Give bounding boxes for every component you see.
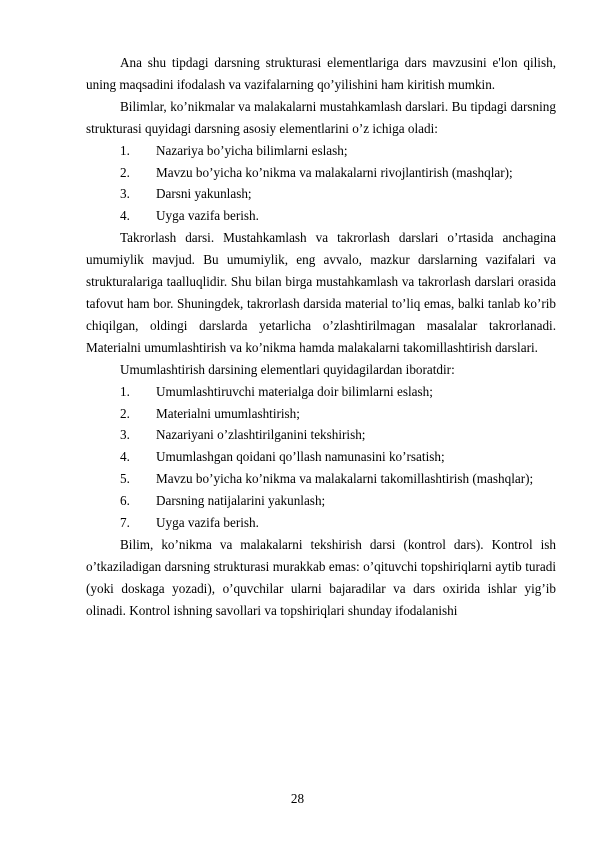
page-content: [86, 52, 556, 622]
list-item-text: Darsni yakunlash;: [156, 186, 252, 202]
list-item-number: 7.: [120, 515, 130, 531]
list-item-number: 2.: [120, 405, 130, 421]
list-item: [86, 140, 556, 162]
page-number: 28: [290, 791, 305, 806]
list-mustahkamlash-elements: [86, 140, 556, 228]
paragraph-takrorlash: Takrorlash darsi. Mustahkamlash va takrorlash darslari o’rtasida anchagina umumiylik mavjud. Bu umumiylik, eng avvalo, mazkur darslarning vazifalari va strukturalariga taalluqlidir. Shu bilan birga mustahkamlash va takrorlash darslari orasida tafovut ham bor. Shuningdek, takrorlash darsida material to’liq emas, balki tanlab ko’rib chiqilgan, oldingi darslarda yetarlicha o’zlashtirilmagan masalalar takrorlanadi. Materialni umumlashtirish va ko’nikma hamda malakalarni takomillashtirish darslari.: [86, 230, 556, 355]
list-item-number: 5.: [120, 471, 130, 487]
list-item-text: Umumlashtiruvchi materialga doir bilimlarni eslash;: [156, 383, 433, 399]
list-item-text: Umumlashgan qoidani qo’llash namunasini ko’rsatish;: [156, 449, 445, 465]
list-item: [86, 205, 556, 227]
list-item-number: 2.: [120, 164, 130, 180]
list-item: [86, 446, 556, 468]
list-item-text: Mavzu bo’yicha ko’nikma va malakalarni rivojlantirish (mashqlar);: [156, 164, 513, 180]
list-item-number: 3.: [120, 186, 130, 202]
paragraph-mustahkamlash: Bilimlar, ko’nikmalar va malakalarni mustahkamlash darslari. Bu tipdagi darsning strukturasi quyidagi darsning asosiy elementlarini o’z ichiga oladi:: [86, 98, 556, 136]
list-item-text: Uyga vazifa berish.: [156, 515, 259, 531]
list-item: [86, 162, 556, 184]
list-item-text: Darsning natijalarini yakunlash;: [156, 493, 326, 509]
list-item-number: 3.: [120, 427, 130, 443]
list-item-text: Materialni umumlashtirish;: [156, 405, 300, 421]
list-item: [86, 403, 556, 425]
list-item: [86, 424, 556, 446]
paragraph-intro: Ana shu tipdagi darsning strukturasi elementlariga dars mavzusini e'lon qilish, uning maqsadini ifodalash va vazifalarning qo’yilishini ham kiritish mumkin.: [86, 55, 556, 92]
list-item-text: Uyga vazifa berish.: [156, 208, 259, 224]
paragraph-kontrol-dars: Bilim, ko’nikma va malakalarni tekshirish darsi (kontrol dars). Kontrol ish o’tkaziladigan darsning strukturasi murakkab emas: o’qituvchi topshiriqlarni aytib turadi (yoki doskaga yozadi), o’quvchilar ularni bajaradilar va dars oxirida ishlar yig’ib olinadi. Kontrol ishning savollari va topshiriqlari shunday ifodalanishi: [86, 536, 556, 618]
list-item-text: Mavzu bo’yicha ko’nikma va malakalarni takomillashtirish (mashqlar);: [156, 471, 534, 487]
paragraph-umumlashtirish: Umumlashtirish darsining elementlari quyidagilardan iboratdir:: [120, 361, 455, 377]
list-umumlashtirish-elements: [86, 381, 556, 534]
list-item-number: 4.: [120, 208, 130, 224]
list-item-number: 1.: [120, 383, 130, 399]
list-item-number: 1.: [120, 142, 130, 158]
list-item: [86, 381, 556, 403]
list-item: [86, 512, 556, 534]
list-item-number: 6.: [120, 493, 130, 509]
list-item: [86, 183, 556, 205]
list-item-text: Nazariyani o’zlashtirilganini tekshirish;: [156, 427, 366, 443]
list-item: [86, 490, 556, 512]
list-item-number: 4.: [120, 449, 130, 465]
list-item-text: Nazariya bo’yicha bilimlarni eslash;: [156, 142, 348, 158]
list-item: [86, 468, 556, 490]
